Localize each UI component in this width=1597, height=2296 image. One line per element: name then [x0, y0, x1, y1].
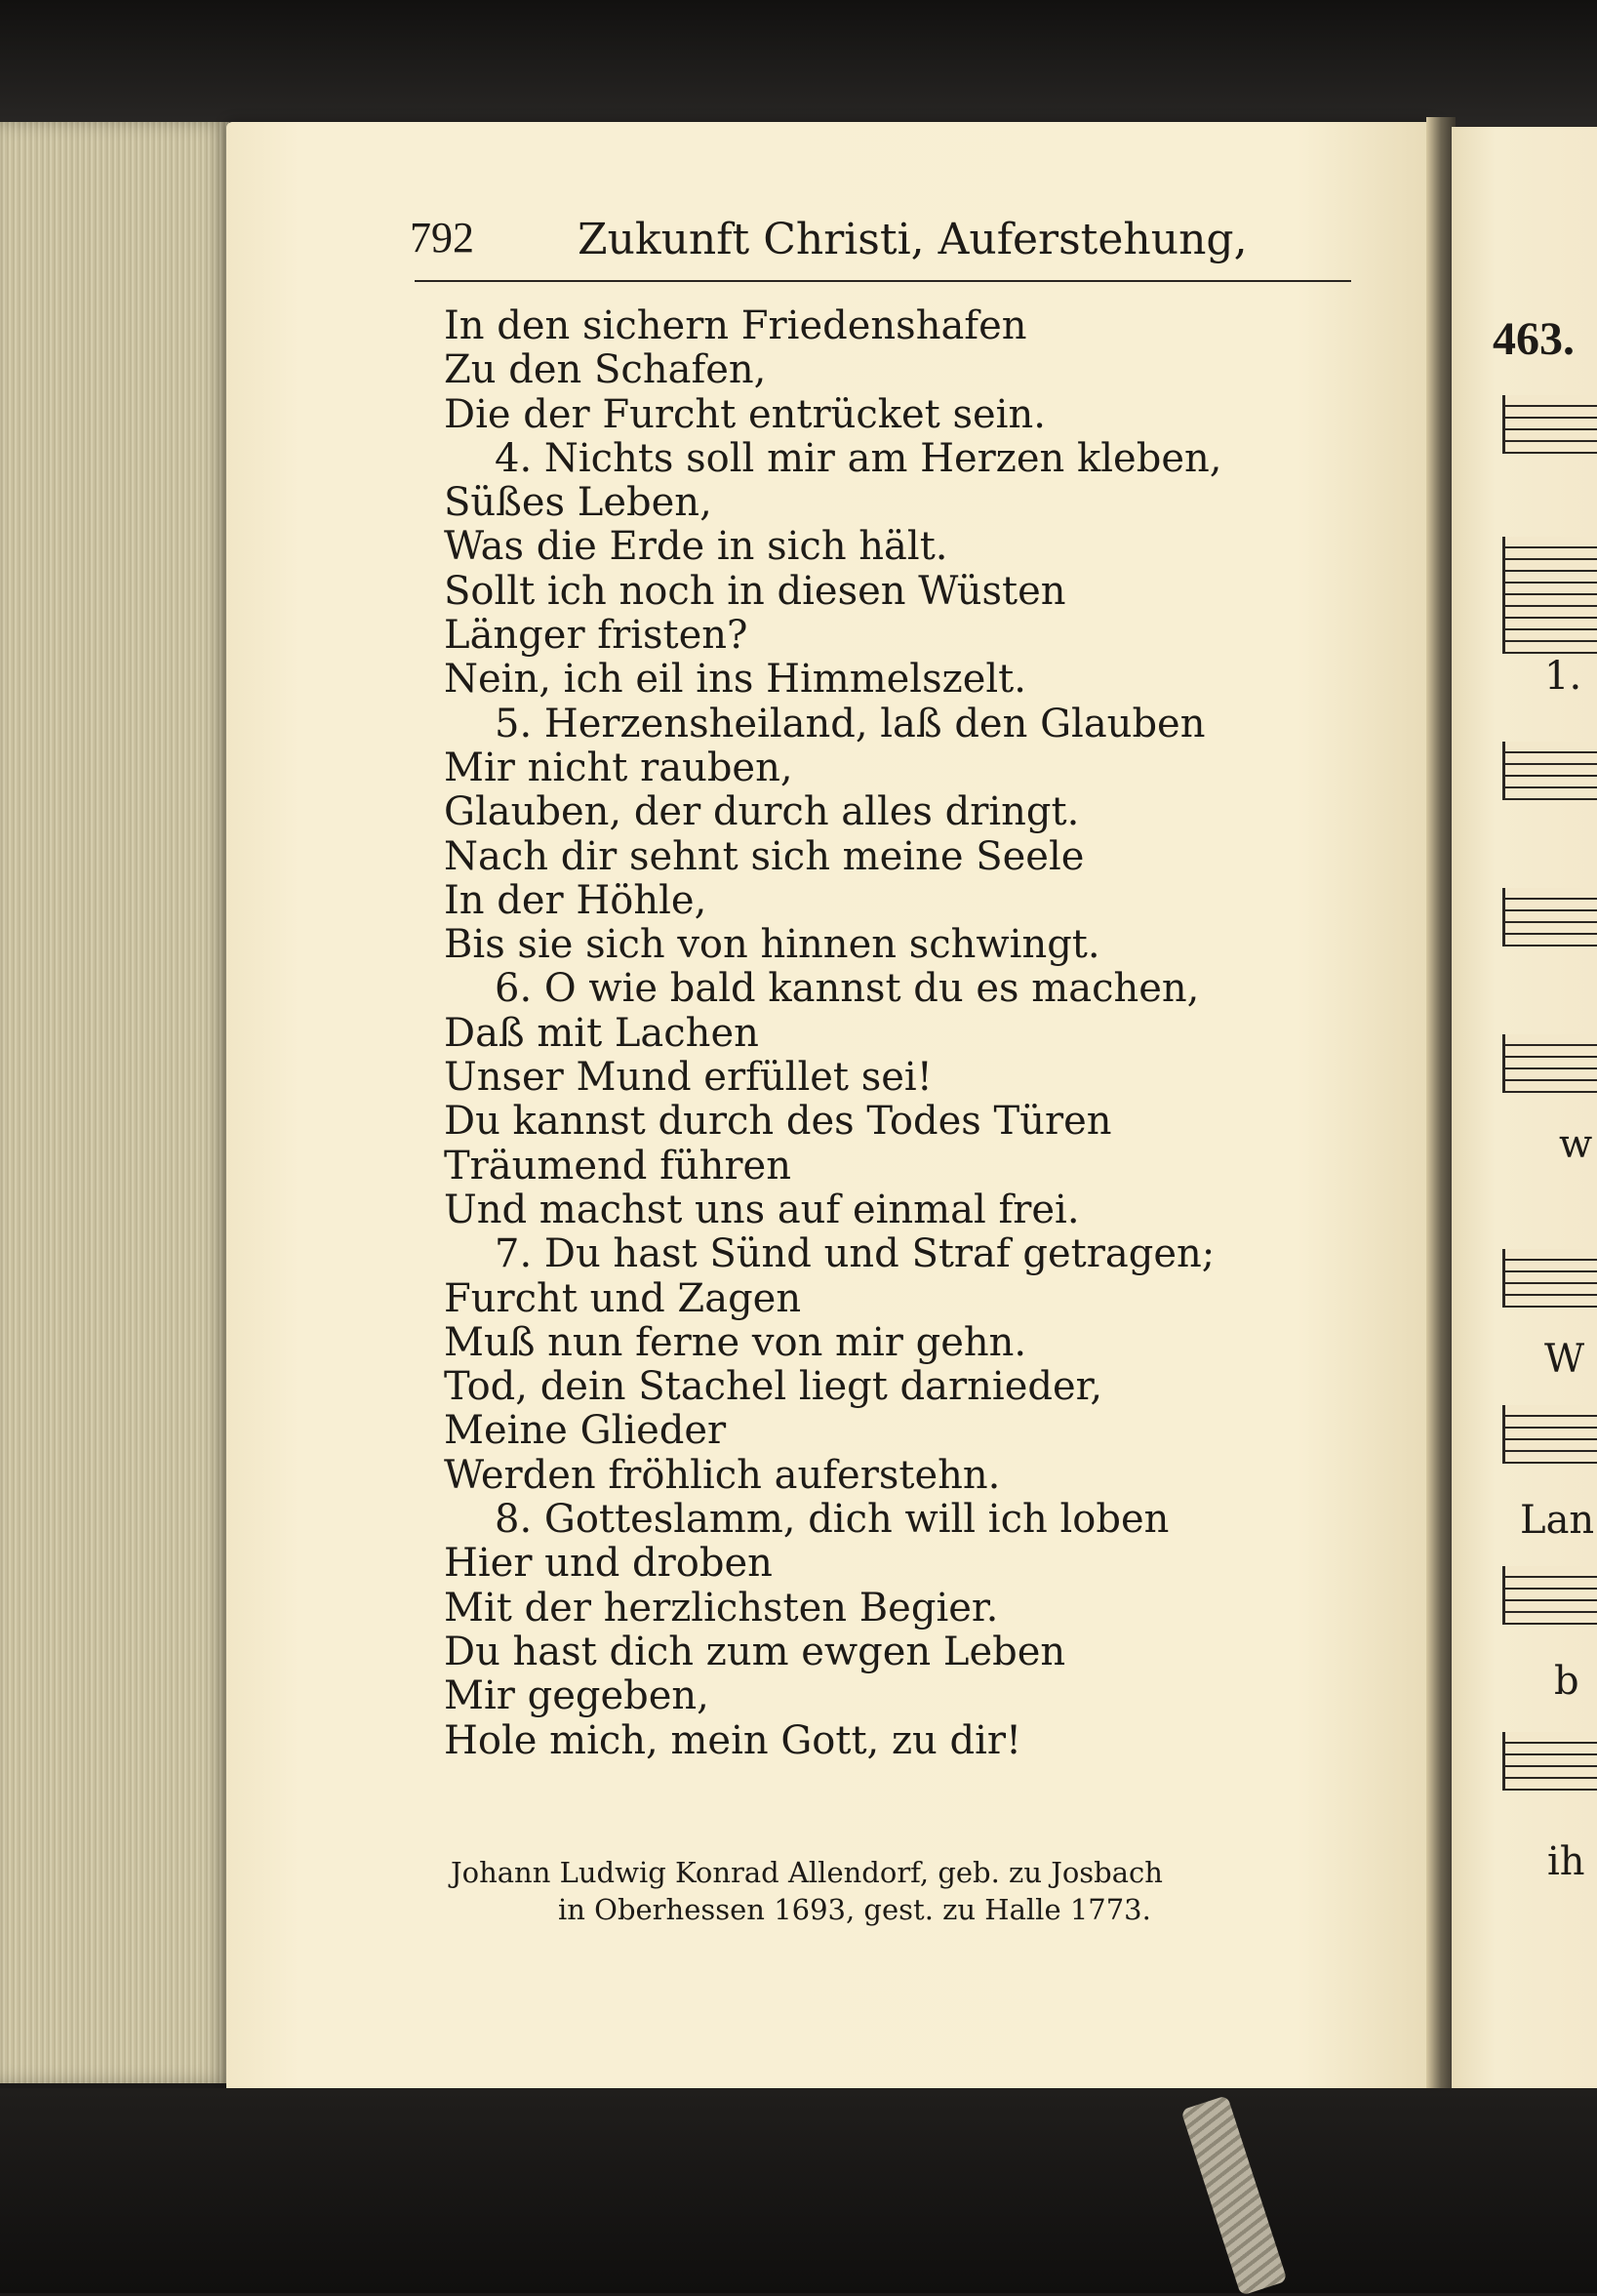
verse-line: Hier und droben: [444, 1541, 773, 1587]
verse-line: Nach dir sehnt sich meine Seele: [444, 833, 1085, 879]
running-title: Zukunft Christi, Auferstehung,: [578, 215, 1248, 264]
next-page-fragment: b: [1554, 1659, 1579, 1704]
next-page-fragment: W: [1544, 1337, 1585, 1382]
verse-line: 5. Herzensheiland, laß den Glauben: [495, 701, 1206, 746]
verse-line: Meine Glieder: [444, 1408, 727, 1454]
music-staff: [1502, 742, 1597, 800]
music-staff: [1502, 1566, 1597, 1625]
page-header: [410, 205, 1346, 273]
attribution-line: in Oberhessen 1693, gest. zu Halle 1773.: [558, 1893, 1151, 1926]
next-page-fragment: 1.: [1544, 654, 1582, 699]
verse-line: Länger fristen?: [444, 613, 748, 659]
verse-line: Mir nicht rauben,: [444, 745, 793, 790]
background-bottom: [0, 2088, 1597, 2293]
verse-line: 7. Du hast Sünd und Straf getragen;: [495, 1231, 1216, 1277]
page-block-edge: [0, 122, 229, 2083]
verse-line: Was die Erde in sich hält.: [444, 524, 948, 570]
next-page-fragment: w: [1559, 1122, 1593, 1167]
verse-line: Glauben, der durch alles dringt.: [444, 789, 1080, 835]
next-page-fragment: Lan: [1520, 1498, 1595, 1543]
hymn-text: [444, 304, 1322, 1763]
right-page-fragment: [1452, 127, 1597, 2093]
music-staff: [1502, 537, 1597, 595]
verse-line: Die der Furcht entrücket sein.: [444, 391, 1046, 437]
verse-line: 4. Nichts soll mir am Herzen kleben,: [495, 435, 1222, 481]
verse-line: Mit der herzlichsten Begier.: [444, 1585, 999, 1631]
page-number: 792: [410, 214, 474, 262]
verse-line: 8. Gotteslamm, dich will ich loben: [495, 1497, 1170, 1543]
verse-line: Und machst uns auf einmal frei.: [444, 1187, 1080, 1232]
verse-line: Träumend führen: [444, 1143, 791, 1188]
verse-line: Bis sie sich von hinnen schwingt.: [444, 922, 1100, 968]
next-page-fragment: ih: [1547, 1839, 1585, 1884]
music-staff: [1502, 1732, 1597, 1791]
verse-line: Hole mich, mein Gott, zu dir!: [444, 1717, 1022, 1763]
attribution-line: Johann Ludwig Konrad Allendorf, geb. zu Josbach: [451, 1856, 1163, 1889]
music-staff: [1502, 1405, 1597, 1464]
verse-line: Zu den Schafen,: [444, 347, 767, 393]
verse-line: Furcht und Zagen: [444, 1275, 802, 1321]
verse-line: Nein, ich eil ins Himmelszelt.: [444, 657, 1026, 703]
verse-line: Muß nun ferne von mir gehn.: [444, 1319, 1027, 1365]
verse-line: Du hast dich zum ewgen Leben: [444, 1629, 1066, 1674]
verse-line: 6. O wie bald kannst du es machen,: [495, 966, 1200, 1012]
verse-line: Süßes Leben,: [444, 480, 712, 526]
verse-line: Werden fröhlich auferstehn.: [444, 1452, 1001, 1498]
verse-line: Tod, dein Stachel liegt darnieder,: [444, 1364, 1103, 1410]
next-hymn-number: 463.: [1493, 313, 1575, 365]
verse-line: Daß mit Lachen: [444, 1010, 759, 1056]
music-staff: [1502, 395, 1597, 454]
verse-line: Du kannst durch des Todes Türen: [444, 1099, 1112, 1145]
author-attribution: [451, 1854, 1329, 1928]
verse-line: In der Höhle,: [444, 877, 707, 923]
music-staff: [1502, 1034, 1597, 1093]
music-staff: [1502, 888, 1597, 947]
music-staff: [1502, 1249, 1597, 1308]
verse-line: Unser Mund erfüllet sei!: [444, 1055, 933, 1101]
verse-line: Sollt ich noch in diesen Wüsten: [444, 568, 1066, 614]
verse-line: Mir gegeben,: [444, 1673, 709, 1719]
verse-line: In den sichern Friedenshafen: [444, 303, 1027, 348]
header-rule: [415, 280, 1351, 282]
music-staff: [1502, 595, 1597, 654]
background-top: [0, 0, 1597, 137]
